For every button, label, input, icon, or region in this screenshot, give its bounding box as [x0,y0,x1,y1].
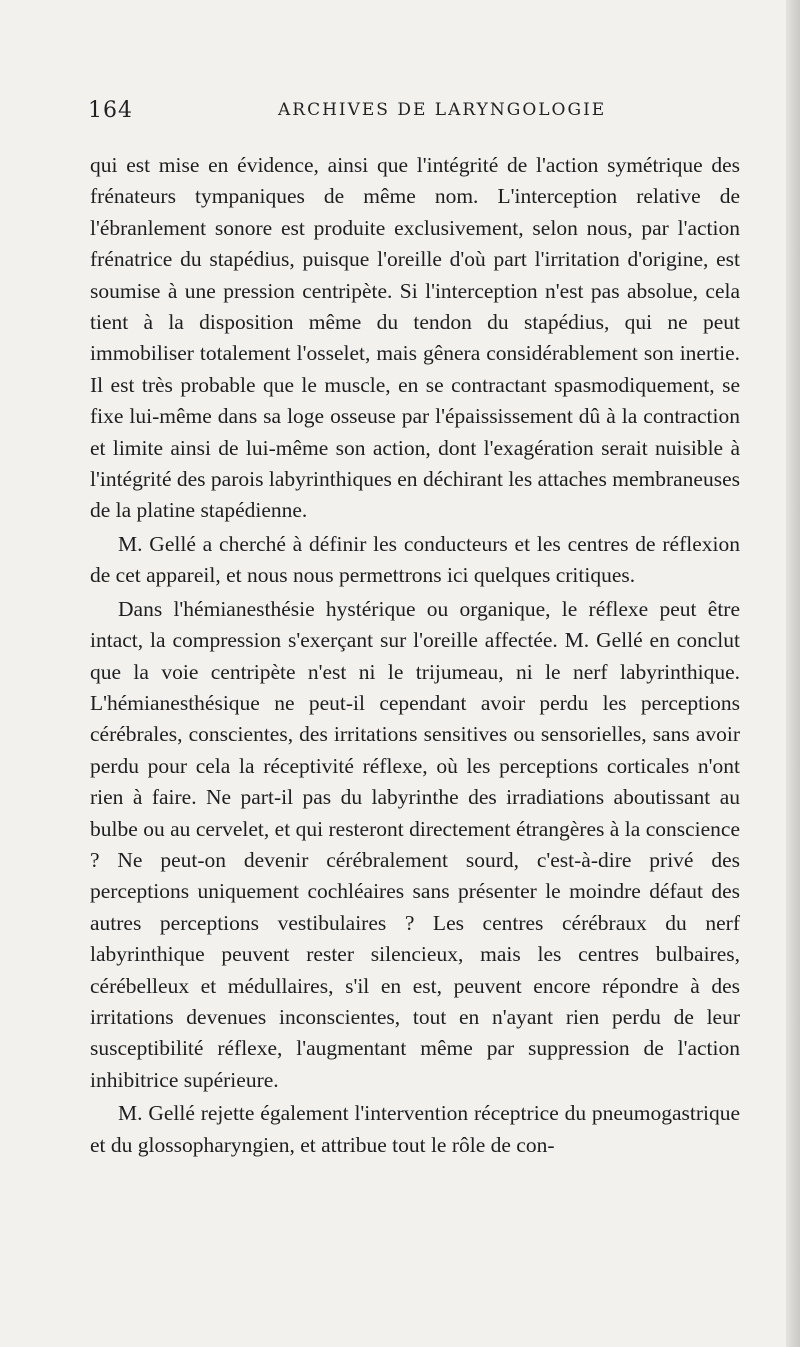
body-text [90,150,740,1161]
paragraph-continuation: qui est mise en évidence, ainsi que l'intégrité de l'action symétrique des frénateurs tympaniques de même nom. L'interception relative de l'ébranlement sonore est produite exclusivement, selon nous, par l'action frénatrice du stapédius, puisque l'oreille d'où part l'irritation d'origine, est soumise à une pression centripète. Si l'interception n'est pas absolue, cela tient à la disposition même du tendon du stapédius, qui ne peut immobiliser totalement l'osselet, mais gênera considérablement son inertie. Il est très probable que le muscle, en se contractant spasmodiquement, se fixe lui-même dans sa loge osseuse par l'épaississement dû à la contraction et limite ainsi de lui-même son action, dont l'exagération serait nuisible à l'intégrité des parois labyrinthiques en déchirant les attaches membraneuses de la platine stapédienne. [90,153,740,523]
paragraph: M. Gellé a cherché à définir les conducteurs et les centres de réflexion de cet appareil, et nous nous permettrons ici quelques critiques. [90,531,740,588]
paragraph: M. Gellé rejette également l'intervention réceptrice du pneumogastrique et du glossopharyngien, et attribue tout le rôle de con- [90,1101,740,1157]
page-edge-shadow [786,0,800,1347]
page-number: 164 [88,98,133,123]
page-header [88,98,768,132]
paragraph: Dans l'hémianesthésie hystérique ou organique, le réflexe peut être intact, la compression s'exerçant sur l'oreille affectée. M. Gellé en conclut que la voie centripète n'est ni le trijumeau, ni le nerf labyrinthique. L'hémianesthésique ne peut-il cependant avoir perdu les perceptions cérébrales, conscientes, des irritations sensitives ou sensorielles, sans avoir perdu pour cela la réceptivité réflexe, où les perceptions corticales n'ont rien à faire. Ne part-il pas du labyrinthe des irradiations aboutissant au bulbe ou au cervelet, et qui resteront directement étrangères à la conscience ? Ne peut-on devenir cérébralement sourd, c'est-à-dire privé des perceptions uniquement cochléaires sans présenter le moindre défaut des autres perceptions vestibulaires ? Les centres cérébraux du nerf labyrinthique peuvent rester silencieux, mais les centres bulbaires, cérébelleux et médullaires, s'il en est, peuvent encore répondre à des irritations devenues inconscientes, tout en n'ayant rien perdu de leur susceptibilité réflexe, l'augmentant même par suppression de l'action inhibitrice supérieure. [90,596,740,1092]
running-head: ARCHIVES DE LARYNGOLOGIE [278,100,607,120]
